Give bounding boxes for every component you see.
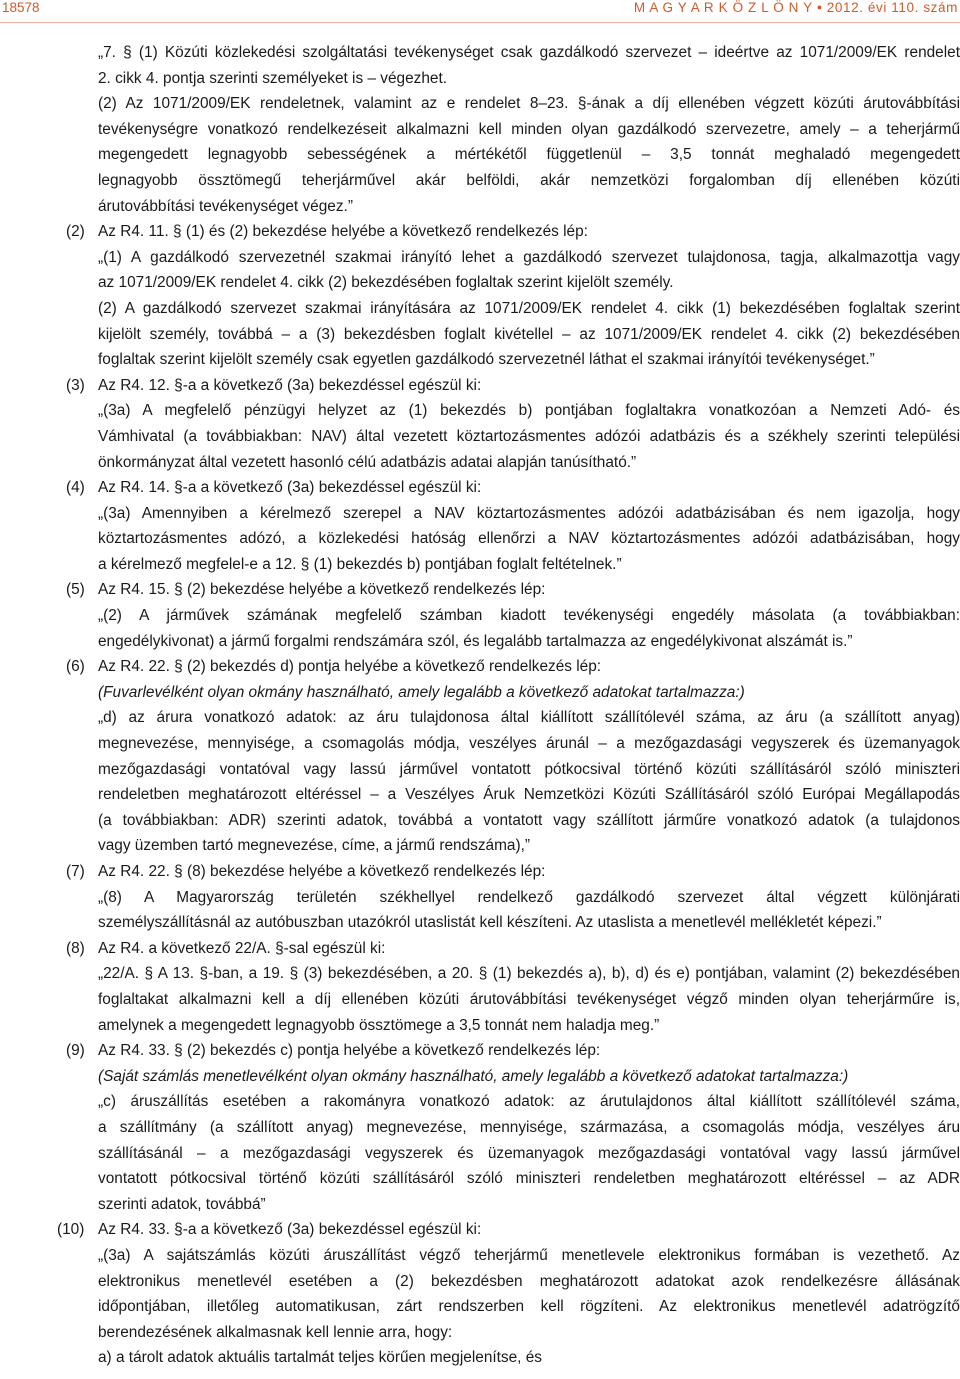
text-line: rendeletben meghatározott eltéréssel – a Veszélyes Áruk Nemzetközi Közúti Szállításáról szóló Európai Megállapodás — [98, 786, 960, 804]
page-number: 18578 — [2, 0, 40, 15]
text-line: „(3a) A megfelelő pénzügyi helyzet az (1) bekezdés b) pontjában foglaltakra vonatkozóan a Nemzeti Adó- és — [98, 402, 960, 420]
item-text: Az R4. 12. §-a a következő (3a) bekezdéssel egészül ki: — [98, 376, 482, 394]
text-line: foglaltak szerint kijelölt személy csak egyetlen gazdálkodó szervezetnél láthat el szakmai irányítói tevékenységet.” — [98, 351, 875, 369]
item-number: (5) — [66, 581, 85, 599]
item-text: Az R4. 11. § (1) és (2) bekezdése helyébe a következő rendelkezés lép: — [98, 223, 588, 241]
text-line: árutovábbítási tevékenységet végez.” — [98, 197, 353, 215]
journal-name: M A G Y A R K Ö Z L Ö N Y — [633, 0, 813, 15]
item-text: Az R4. 15. § (2) bekezdése helyébe a következő rendelkezés lép: — [98, 581, 546, 599]
item-text: Az R4. a következő 22/A. §-sal egészül ki: — [98, 939, 386, 957]
text-line: „d) az árura vonatkozó adatok: az áru tulajdonosa által kiállított szállítólevél száma, az áru (a szállított anyag) — [98, 709, 960, 727]
amendment-item — [0, 1217, 960, 1243]
text-line: személyszállításnál az autóbuszban utazókról utaslistát kell készíteni. Az utaslista a menetlevél mellékletét képezi.” — [98, 914, 882, 932]
text-line: megengedett legnagyobb sebességének a mértékétől függetlenül – 3,5 tonnát meghaladó megengedett — [98, 146, 960, 164]
issue-label: 2012. évi 110. szám — [826, 0, 958, 15]
text-line: mezőgazdasági vontatóval vagy lassú járművel vontatott pótkocsival történő közúti szállításáról szóló miniszteri — [98, 760, 960, 778]
text-line: önkormányzat által vezetett hasonló célú adatbázis adatai alapján tanúsítható.” — [98, 453, 637, 471]
journal-title — [634, 0, 958, 15]
document-body — [0, 40, 960, 1371]
header-divider — [0, 22, 960, 23]
item-number: (7) — [66, 863, 85, 880]
item-number: (6) — [66, 658, 85, 676]
text-line: „(1) A gazdálkodó szervezetnél szakmai irányító lehet a gazdálkodó szervezet tulajdonosa, tagja, alkalmazottja vagy — [98, 248, 960, 266]
text-line: „7. § (1) Közúti közlekedési szolgáltatási tevékenységet csak gazdálkodó szervezet – ideértve az 1071/2009/EK rendelet — [98, 44, 960, 61]
text-line: megnevezése, mennyisége, a csomagolás módja, veszélyes árunál – a mezőgazdasági vegyszerek és üzemanyagok — [98, 735, 960, 753]
text-line: „(2) A járművek számának megfelelő számban kiadott tevékenységi engedély másolata (a továbbiakban: — [98, 607, 960, 625]
text-line: (a továbbiakban: ADR) szerinti adatok, továbbá a vontatott vagy szállított járműre vonatkozó adatok (a tulajdonos — [98, 811, 960, 829]
item-number: (2) — [66, 223, 85, 241]
text-line: (2) Az 1071/2009/EK rendeletnek, valamint az e rendelet 8–23. §-ának a díj ellenében végzett közúti árutovábbítási — [98, 95, 960, 113]
amendment-item — [0, 577, 960, 603]
text-line: Vámhivatal (a továbbiakban: NAV) által vezetett köztartozásmentes adózói adatbázis és a székhely szerinti települési — [98, 427, 960, 445]
text-line: az 1071/2009/EK rendelet 4. cikk (2) bekezdésében foglaltak szerint kijelölt személy. — [98, 274, 674, 292]
context-line: (Saját számlás menetlevélként olyan okmány használható, amely legalább a következő adatokat tartalmazza:) — [98, 1067, 849, 1085]
text-line: „c) áruszállítás esetében a rakományra vonatkozó adatok: az árutulajdonos által kiállított szállítólevél száma, — [98, 1093, 960, 1111]
text-line: szerinti adatok, továbbá” — [98, 1195, 266, 1213]
text-line: 2. cikk 4. pontja szerinti személyeket is – végezhet. — [98, 69, 448, 87]
text-line: vagy üzemben tartó megnevezése, címe, a jármű rendszáma),” — [98, 837, 530, 855]
text-line: a szállítmány (a szállított anyag) megnevezése, mennyisége, származása, a csomagolás módja, veszélyes áru — [98, 1118, 960, 1136]
text-line: amelynek a megengedett legnagyobb össztömege a 3,5 tonnát nem haladja meg.” — [98, 1016, 660, 1034]
item-text: Az R4. 14. §-a a következő (3a) bekezdéssel egészül ki: — [98, 479, 482, 497]
text-line: köztartozásmentes adózó, a közlekedési hatóság ellenőrzi a NAV köztartozásmentes adózói adatbázisában, hogy — [98, 530, 960, 548]
item-text: Az R4. 22. § (8) bekezdése helyébe a következő rendelkezés lép: — [98, 863, 546, 880]
text-line: engedélykivonat) a jármű forgalmi rendszámára szól, és legalább tartalmazza az engedélykivonat alszámát is.” — [98, 632, 853, 650]
context-line: (Fuvarlevélként olyan okmány használható, amely legalább a következő adatokat tartalmazza:) — [98, 683, 745, 701]
amendment-item — [0, 859, 960, 885]
item-number: (10) — [57, 1221, 85, 1239]
text-line: berendezésének alkalmasnak kell lennie arra, hogy: — [98, 1323, 453, 1341]
item-number: (4) — [66, 479, 85, 497]
text-line: „22/A. § A 13. §-ban, a 19. § (3) bekezdésében, a 20. § (1) bekezdés a), b), d) és e) pontjában, valamint (2) bekezdésében — [98, 965, 960, 983]
amendment-item — [0, 654, 960, 680]
item-number: (8) — [66, 939, 85, 957]
text-line: a kérelmező megfelel-e a 12. § (1) bekezdés b) pontjában foglalt feltételnek.” — [98, 555, 622, 573]
text-line: tevékenységre vonatkozó rendelkezéseit alkalmazni kell minden olyan gazdálkodó szervezetre, amely – a teherjármű — [98, 120, 960, 138]
amendment-item — [0, 936, 960, 962]
text-line: szállításánál – a mezőgazdasági vegyszerek és üzemanyagok mezőgazdasági vontatóval vagy lassú járművel — [98, 1144, 960, 1162]
item-text: Az R4. 33. § (2) bekezdés c) pontja helyébe a következő rendelkezés lép: — [98, 1042, 601, 1060]
item-text: Az R4. 33. §-a a következő (3a) bekezdéssel egészül ki: — [98, 1221, 482, 1239]
page-header — [0, 0, 960, 24]
text-line: legnagyobb össztömegű teherjárművel akár belföldi, akár nemzetközi forgalomban díj ellenében közúti — [98, 171, 960, 189]
amendment-item — [0, 373, 960, 399]
text-line: kijelölt személy, továbbá – a (3) bekezdésben foglalt kivétellel – az 1071/2009/EK rendelet 4. cikk (2) bekezdésében — [98, 325, 960, 343]
item-number: (3) — [66, 376, 85, 394]
amendment-item — [0, 1038, 960, 1064]
text-line: elektronikus menetlevél esetében a (2) bekezdésben meghatározott adatokat azok rendelkezésre állásának — [98, 1272, 960, 1290]
amendment-item — [0, 219, 960, 245]
text-line: (2) A gazdálkodó szervezet szakmai irányítására az 1071/2009/EK rendelet 4. cikk (1) bekezdésében foglaltak szerint — [98, 299, 960, 317]
item-number: (9) — [66, 1042, 85, 1060]
text-line: foglaltakat alkalmazni kell a díj ellenében közúti árutovábbítási tevékenységet végző minden olyan teherjárműre is, — [98, 990, 960, 1008]
item-text: Az R4. 22. § (2) bekezdés d) pontja helyébe a következő rendelkezés lép: — [98, 658, 602, 676]
bullet-separator: ● — [816, 2, 823, 12]
text-line: időpontjában, illetőleg automatikusan, zárt rendszerben kell rögzíteni. Az elektronikus menetlevél adatrögzítő — [98, 1298, 960, 1316]
text-line: „(3a) A sajátszámlás közúti áruszállítást végző teherjármű menetlevele elektronikus formában is vezethető. Az — [98, 1246, 960, 1264]
text-line: „(3a) Amennyiben a kérelmező szerepel a NAV köztartozásmentes adózói adatbázisában és nem igazolja, hogy — [98, 504, 960, 522]
text-line: vontatott pótkocsival történő közúti szállításáról szóló miniszteri rendeletben meghatározott eltéréssel – az ADR — [98, 1170, 960, 1188]
text-line: a) a tárolt adatok aktuális tartalmát teljes körűen megjelenítse, és — [98, 1349, 542, 1367]
text-line: „(8) A Magyarország területén székhellyel rendelkező gazdálkodó szervezet által végzett különjárati — [98, 888, 960, 906]
amendment-item — [0, 475, 960, 501]
